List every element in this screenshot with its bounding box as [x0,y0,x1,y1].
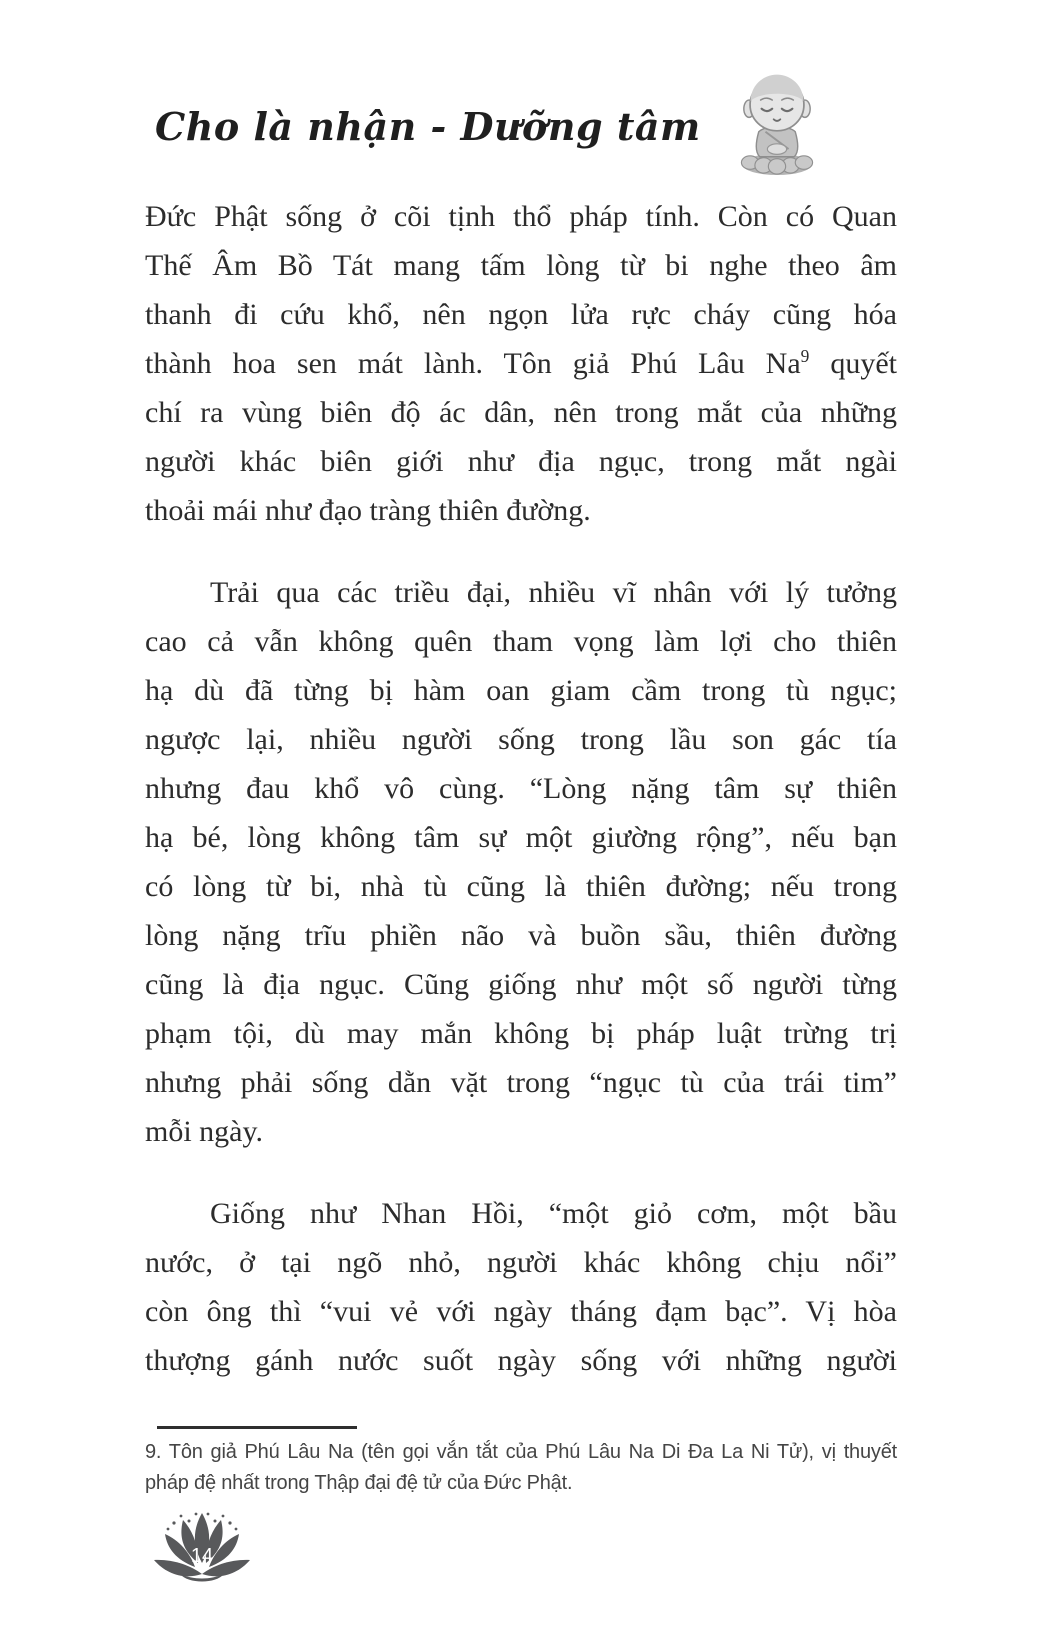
body-text-line: hạ bé, lòng không tâm sự một giường rộng”, nếu bạn [145,821,897,854]
body-text-line: nhưng đau khổ vô cùng. “Lòng nặng tâm sự thiên [145,772,897,805]
body-text-line: thành hoa sen mát lành. Tôn giả Phú Lâu Na$^9$ quyết [145,346,897,380]
footnote-text [145,1437,897,1499]
paragraph [145,568,897,1156]
footnote-line: pháp đệ nhất trong Thập đại đệ tử của Đức Phật. [145,1472,573,1494]
body-text-line: còn ông thì “vui vẻ với ngày tháng đạm bạc”. Vị hòa [145,1295,897,1328]
meditating-monk-icon [727,72,827,180]
body-text-line: lòng nặng trĩu phiền não và buồn sầu, thiên đường [145,919,897,952]
body-text [145,192,897,1418]
footnote-reference: 9 [800,346,810,366]
body-text-line: thanh đi cứu khổ, nên ngọn lửa rực cháy cũng hóa [145,298,897,331]
body-text-line: chí ra vùng biên độ ác dân, nên trong mắt của những [145,396,897,429]
page-number: 14 [190,1545,214,1567]
page-number-lotus [150,1510,254,1590]
paragraph [145,192,897,535]
body-text-line: ngược lại, nhiều người sống trong lầu son gác tía [145,723,897,756]
body-text-line: phạm tội, dù may mắn không bị pháp luật trừng trị [145,1017,897,1050]
body-text-line: nhưng phải sống dằn vặt trong “ngục tù của trái tim” [145,1066,897,1099]
paragraph [145,1189,897,1385]
body-text-line: cũng là địa ngục. Cũng giống như một số người từng [145,968,897,1001]
body-text-line: có lòng từ bi, nhà tù cũng là thiên đường; nếu trong [145,870,897,903]
body-text-line: cao cả vẫn không quên tham vọng làm lợi cho thiên [145,625,897,658]
page-header [155,70,827,182]
body-text-line: Đức Phật sống ở cõi tịnh thổ pháp tính. Còn có Quan [145,200,897,233]
chapter-title: Cho là nhận - Dưỡng tâm [155,103,701,149]
body-text-line: thượng gánh nước suốt ngày sống với những người [145,1344,897,1377]
footnote-separator [157,1426,357,1429]
body-text-line: Trải qua các triều đại, nhiều vĩ nhân với lý tưởng [210,576,897,609]
body-text-line: hạ dù đã từng bị hàm oan giam cầm trong tù ngục; [145,674,897,707]
body-text-line: Thế Âm Bồ Tát mang tấm lòng từ bi nghe theo âm [145,249,897,282]
body-text-line: Giống như Nhan Hồi, “một giỏ cơm, một bầu [210,1197,897,1230]
body-text-line: người khác biên giới như địa ngục, trong mắt ngài [145,445,897,478]
footnote-line: 9. Tôn giả Phú Lâu Na (tên gọi vắn tắt của Phú Lâu Na Di Đa La Ni Tử), vị thuyết [145,1441,897,1463]
body-text-line: thoải mái như đạo tràng thiên đường. [145,494,591,527]
body-text-line: nước, ở tại ngõ nhỏ, người khác không chịu nổi” [145,1246,897,1279]
body-text-line: mỗi ngày. [145,1115,264,1148]
